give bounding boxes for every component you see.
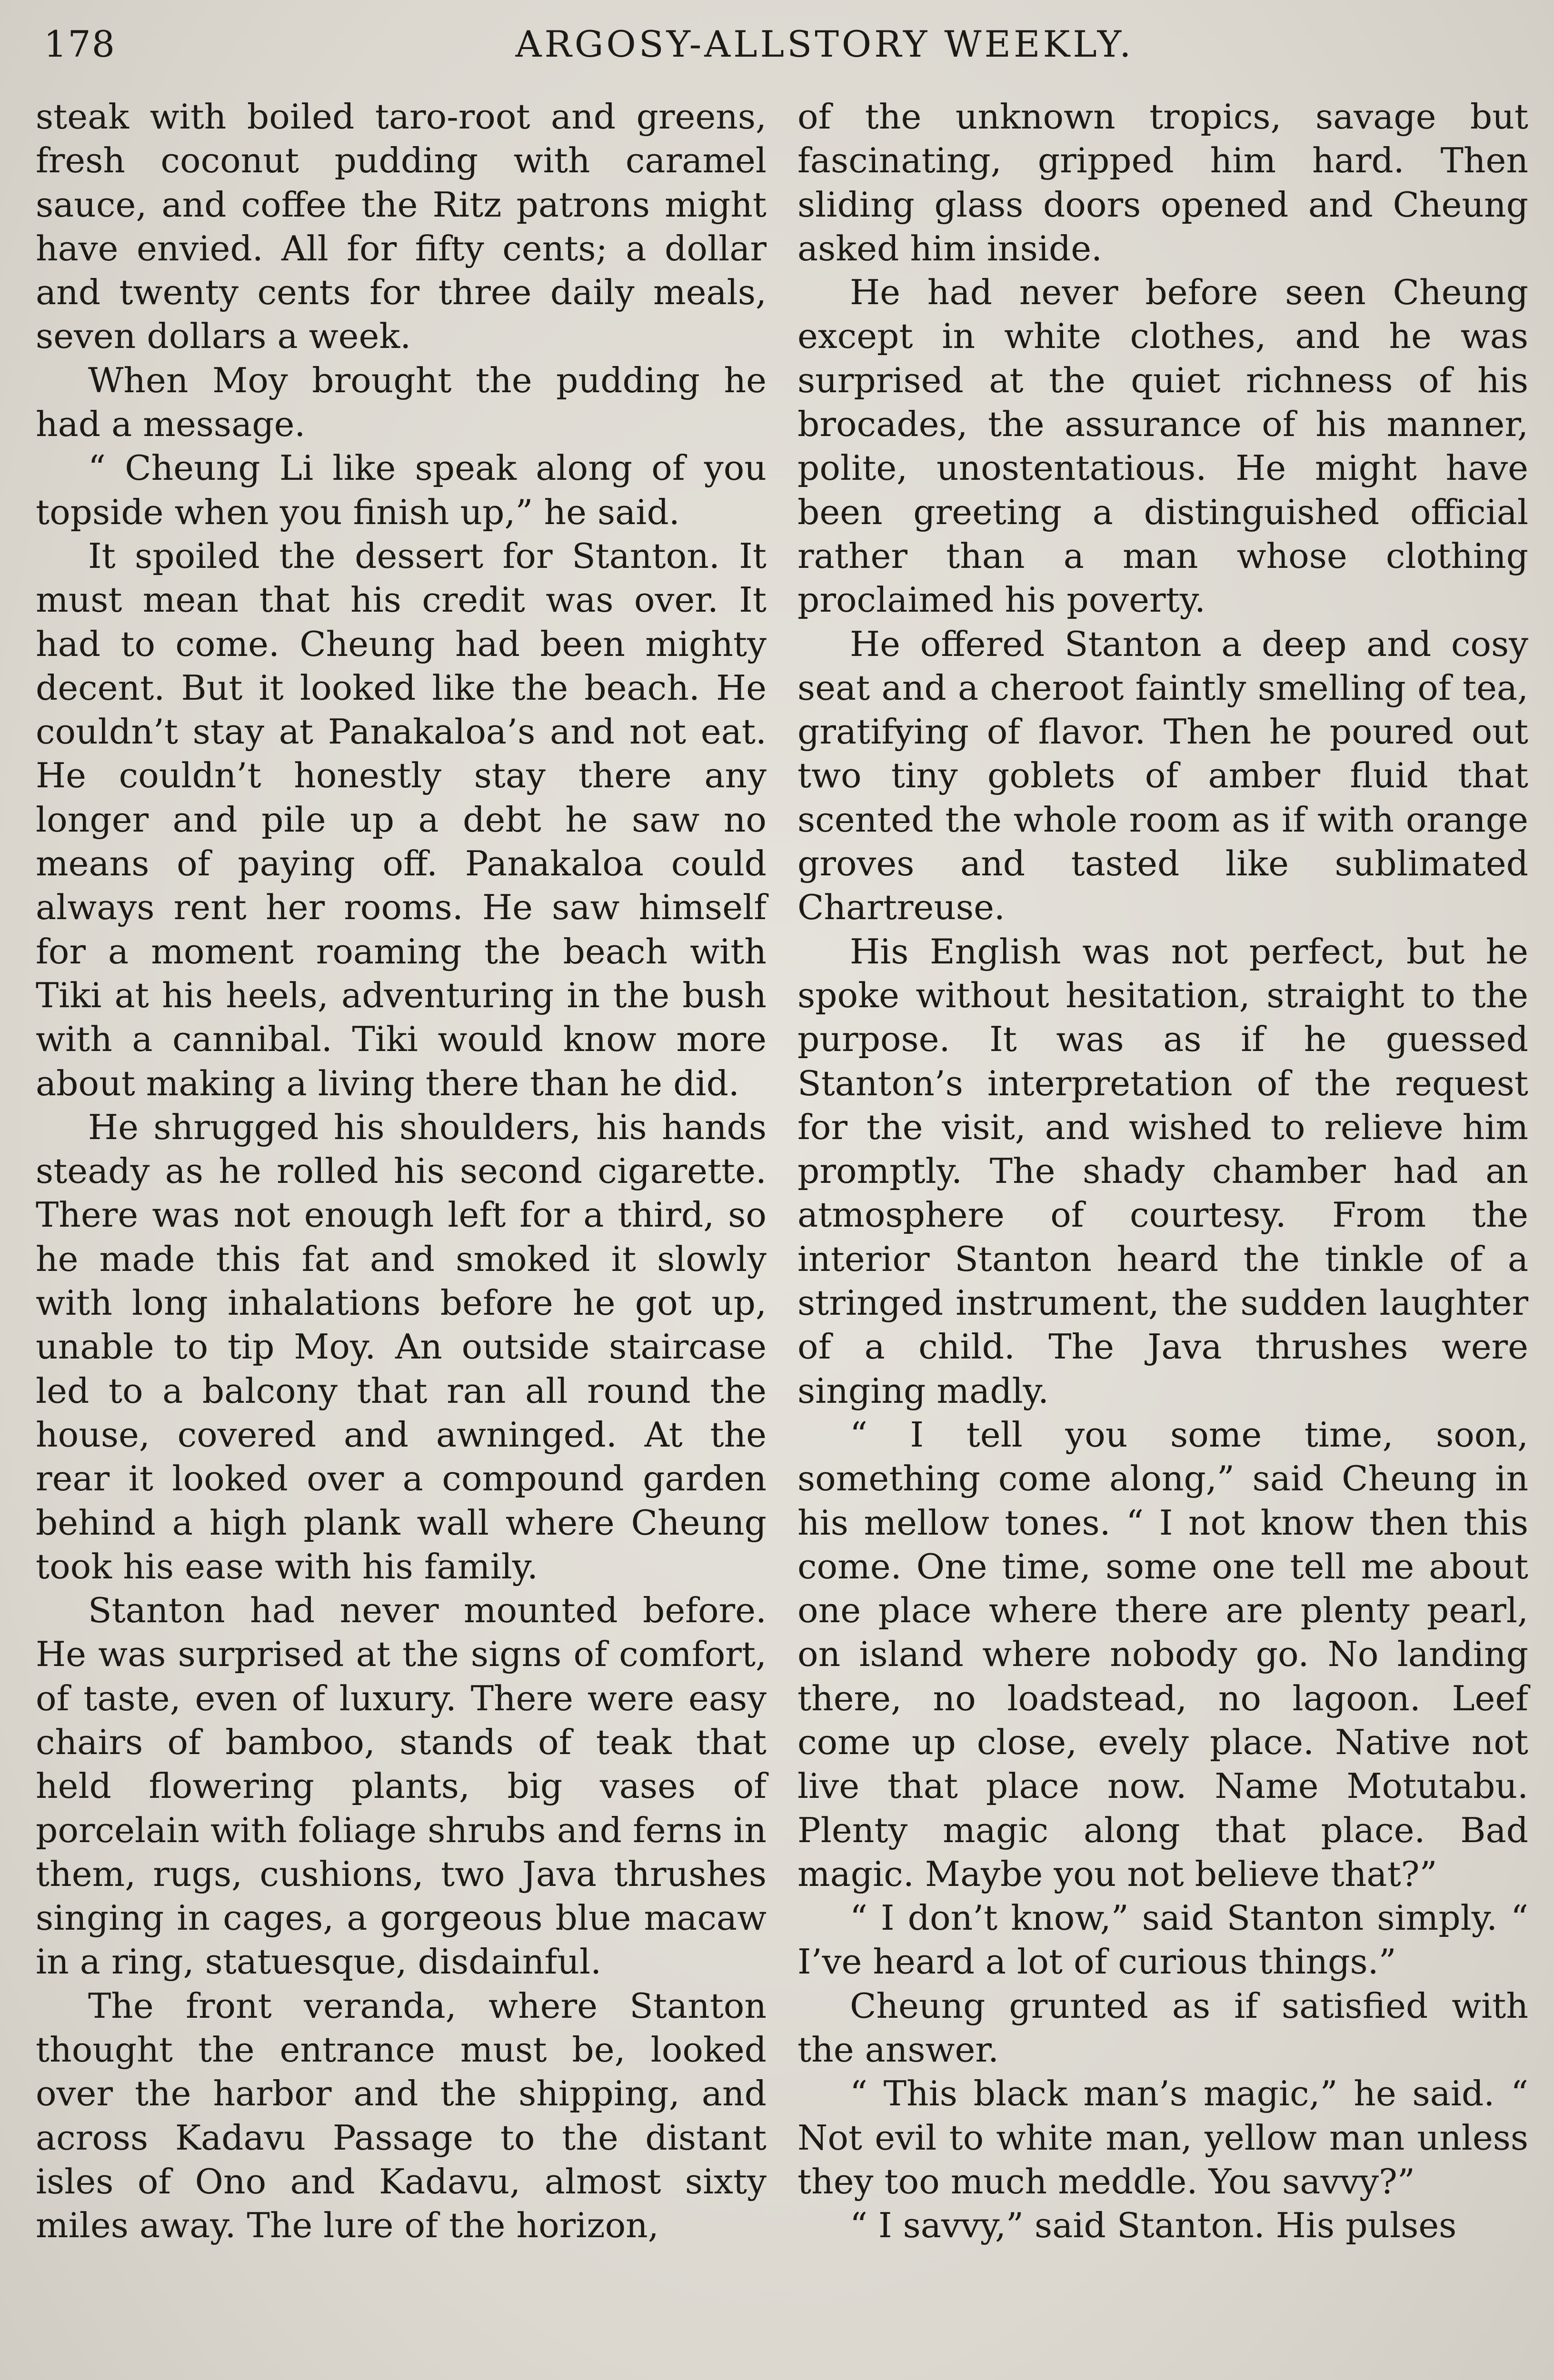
paragraph: He had never before seen Cheung except in white clothes, and he was surprised at the quiet richness of his brocades, the assurance of his manner, polite, unostentatious. He might have been greeting a distinguished official rather than a man whose clothing proclaimed his poverty. (797, 273, 1528, 621)
paragraph: “ I tell you some time, soon, something come along,” said Cheung in his mellow tones. “ I not know then this come. One time, some one tell me about one place where there are plenty pearl, on island where nobody go. No landing there, no loadstead, no lagoon. Leef come up close, evely place. Native not live that place now. Name Motutabu. Plenty magic along that place. Bad magic. Maybe you not believe that?” (797, 1415, 1528, 1894)
paragraph: steak with boiled taro-root and greens, fresh coconut pudding with caramel sauce, and coffee the Ritz patrons might have envied. All for fifty cents; a dollar and twenty cents for three daily meals, seven dollars a week. (36, 97, 767, 357)
paragraph: “ This black man’s magic,” he said. “ Not evil to white man, yellow man unless they too much meddle. You savvy?” (797, 2074, 1528, 2202)
page-header (33, 14, 1521, 67)
paragraph: Stanton had never mounted before. He was surprised at the signs of comfort, of taste, even of luxury. There were easy chairs of bamboo, stands of teak that held flowering plants, big vases of porcelain with foliage shrubs and ferns in them, rugs, cushions, two Java thrushes singing in cages, a gorgeous blue macaw in a ring, statuesque, disdainful. (36, 1591, 767, 1983)
paragraph: “ Cheung Li like speak along of you topside when you finish up,” he said. (36, 448, 767, 533)
paragraph: Cheung grunted as if satisfied with the answer. (797, 1986, 1528, 2071)
paragraph: “ I don’t know,” said Stanton simply. “ I’ve heard a lot of curious things.” (797, 1898, 1528, 1983)
paragraph: of the unknown tropics, savage but fascinating, gripped him hard. Then sliding glass doors opened and Cheung asked him inside. (797, 97, 1528, 269)
page-number: 178 (44, 23, 116, 65)
right-column (797, 95, 1528, 2248)
paragraph: He offered Stanton a deep and cosy seat and a cheroot faintly smelling of tea, gratifying of flavor. Then he poured out two tiny goblets of amber fluid that scented the whole room as if with orange groves and tasted like sublimated Chartreuse. (797, 624, 1528, 928)
left-column (36, 95, 767, 2248)
paragraph: When Moy brought the pudding he had a message. (36, 360, 767, 445)
paragraph: The front veranda, where Stanton thought the entrance must be, looked over the harbor and the shipping, and across Kadavu Passage to the distant isles of Ono and Kadavu, almost sixty miles away. The lure of the horizon, (36, 1986, 767, 2246)
running-head: ARGOSY-ALLSTORY WEEKLY. (515, 23, 1134, 65)
paragraph: He shrugged his shoulders, his hands steady as he rolled his second cigarette. There was not enough left for a third, so he made this fat and smoked it slowly with long inhalations before he got up, unable to tip Moy. An outside staircase led to a balcony that ran all round the house, covered and awninged. At the rear it looked over a compound garden behind a high plank wall where Cheung took his ease with his family. (36, 1107, 767, 1587)
paragraph: His English was not perfect, but he spoke without hesitation, straight to the purpose. It was as if he guessed Stanton’s interpretation of the request for the visit, and wished to relieve him promptly. The shady chamber had an atmosphere of courtesy. From the interior Stanton heard the tinkle of a stringed instrument, the sudden laughter of a child. The Java thrushes were singing madly. (797, 932, 1528, 1411)
paragraph: It spoiled the dessert for Stanton. It must mean that his credit was over. It had to come. Cheung had been mighty decent. But it looked like the beach. He couldn’t stay at Panakaloa’s and not eat. He couldn’t honestly stay there any longer and pile up a debt he saw no means of paying off. Panakaloa could always rent her rooms. He saw himself for a moment roaming the beach with Tiki at his heels, adventuring in the bush with a cannibal. Tiki would know more about making a living there than he did. (36, 536, 767, 1104)
paragraph: “ I savvy,” said Stanton. His pulses (850, 2206, 1457, 2246)
